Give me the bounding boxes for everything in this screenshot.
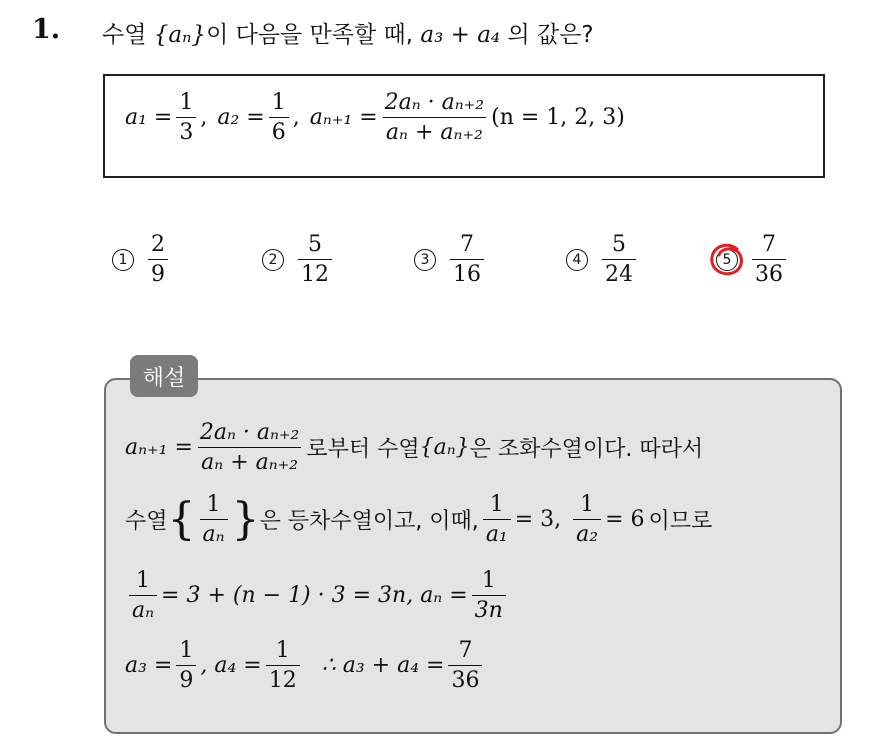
sol-l3-den2: 3n bbox=[472, 595, 506, 623]
choice-3-den: 16 bbox=[450, 259, 484, 287]
choice-5-den: 36 bbox=[752, 259, 786, 287]
cond-range: (n = 1, 2, 3) bbox=[491, 105, 625, 131]
choice-1-den: 9 bbox=[148, 259, 168, 287]
sol-l3-den: aₙ bbox=[129, 595, 157, 623]
sol-l2-f2 bbox=[573, 492, 601, 548]
choice-2-fraction bbox=[298, 232, 332, 288]
sol-l2-eq1: = 3, bbox=[514, 507, 562, 533]
choice-4-marker: 4 bbox=[566, 249, 588, 271]
condition-line: a₁ = $\frac{1}{3}$ , a₂ = $\frac{1}{6}$ , aₙ₊₁ = $\frac{\text{2aₙ · aₙ₊₂}}{\text{aₙ + aₙ₊₂}}$ (n = 1, 2, 3) bbox=[125, 90, 625, 146]
question-prefix: 수열 bbox=[102, 22, 154, 48]
solution-line-2: 수열 { $\frac{1}{\text{aₙ}}$ } 은 등차수열이고, 이때, $\frac{1}{\text{a₁}}$ = 3, $\frac{1}{\text{a₂}}$ = 6 이므로 bbox=[125, 492, 713, 548]
sol-l2-eq2: = 6 bbox=[605, 507, 645, 533]
sol-l2-text3: 이므로 bbox=[648, 509, 713, 535]
sol-l2-fraction bbox=[200, 492, 228, 548]
choice-4[interactable] bbox=[566, 232, 640, 288]
sol-l4-f2 bbox=[266, 638, 300, 694]
sol-l1-text2: 은 조화수열이다. 따라서 bbox=[469, 437, 704, 463]
sol-l1-den: aₙ + aₙ₊₂ bbox=[198, 447, 301, 475]
cond-rec-num: 2aₙ · aₙ₊₂ bbox=[384, 90, 485, 115]
solution-line-1 bbox=[125, 420, 703, 476]
cond-rec-den: aₙ + aₙ₊₂ bbox=[383, 117, 486, 145]
sol-l4-f3 bbox=[448, 638, 482, 694]
cond-a1-num: 1 bbox=[179, 90, 194, 115]
sol-l2-f1-num: 1 bbox=[489, 492, 504, 517]
sol-l4-d3: 36 bbox=[448, 665, 482, 693]
cond-rec-lhs: aₙ₊₁ = bbox=[309, 105, 378, 131]
sol-l1-num: 2aₙ · aₙ₊₂ bbox=[199, 420, 300, 445]
sol-l1-seq: {aₙ} bbox=[419, 435, 470, 461]
choice-1[interactable] bbox=[112, 232, 172, 288]
sol-l4-f1 bbox=[176, 638, 196, 694]
cond-a1-fraction bbox=[176, 90, 196, 146]
choice-3[interactable] bbox=[414, 232, 488, 288]
choice-5-marker: 5 bbox=[716, 249, 738, 271]
question-text bbox=[102, 16, 594, 49]
sol-l1-text: 로부터 수열 bbox=[306, 437, 420, 463]
cond-a2-lhs: a₂ = bbox=[217, 105, 265, 131]
choice-5[interactable] bbox=[716, 232, 790, 288]
sol-l2-f1 bbox=[483, 492, 511, 548]
sol-l2-f1-den: a₁ bbox=[483, 519, 511, 547]
sol-l2-den: aₙ bbox=[200, 519, 228, 547]
choice-5-fraction bbox=[752, 232, 786, 288]
sol-l4-a4: , a₄ = bbox=[200, 653, 262, 679]
choice-4-num: 5 bbox=[612, 232, 626, 257]
sol-l4-n2: 1 bbox=[275, 638, 290, 663]
cond-rec-fraction bbox=[382, 90, 487, 146]
sol-l4-d2: 12 bbox=[266, 665, 300, 693]
answer-circle-mark bbox=[707, 240, 747, 280]
solution-line-3 bbox=[125, 568, 510, 624]
choice-2-den: 12 bbox=[298, 259, 332, 287]
sol-l4-therefore: ∴ a₃ + a₄ = bbox=[321, 653, 445, 679]
sol-l4-d1: 9 bbox=[176, 665, 196, 693]
choice-5-num: 7 bbox=[762, 232, 776, 257]
choice-2-marker: 2 bbox=[262, 249, 284, 271]
sol-l3-mid: = 3 + (n − 1) · 3 = 3n, aₙ = bbox=[161, 583, 468, 609]
cond-a1-den: 3 bbox=[176, 117, 196, 145]
sol-l2-num: 1 bbox=[206, 492, 221, 517]
problem-number: 1. bbox=[32, 14, 61, 45]
choice-3-num: 7 bbox=[460, 232, 474, 257]
sol-l1-lhs: aₙ₊₁ = bbox=[125, 435, 193, 461]
question-expression: a₃ + a₄ bbox=[420, 22, 501, 48]
condition-box bbox=[103, 74, 825, 178]
sol-l1-fraction bbox=[197, 420, 302, 476]
sol-l3-num: 1 bbox=[136, 568, 151, 593]
choice-4-den: 24 bbox=[602, 259, 636, 287]
solution-label: 해설 bbox=[130, 355, 198, 397]
question-mid: 이 다음을 만족할 때, bbox=[206, 22, 421, 48]
choice-1-fraction bbox=[148, 232, 168, 288]
cond-a2-num: 1 bbox=[271, 90, 286, 115]
sol-l3-num2: 1 bbox=[481, 568, 496, 593]
solution-line-4 bbox=[125, 638, 486, 694]
sol-l2-f2-num: 1 bbox=[580, 492, 595, 517]
question-suffix: 의 값은? bbox=[500, 22, 594, 48]
sol-l4-n3: 7 bbox=[458, 638, 473, 663]
cond-a1-lhs: a₁ = bbox=[125, 105, 173, 131]
choice-4-fraction bbox=[602, 232, 636, 288]
sol-l2-f2-den: a₂ bbox=[573, 519, 601, 547]
cond-a2-den: 6 bbox=[269, 117, 289, 145]
choice-1-num: 2 bbox=[151, 232, 165, 257]
choice-3-fraction bbox=[450, 232, 484, 288]
sol-l3-fraction2 bbox=[472, 568, 506, 624]
sol-l3-fraction bbox=[129, 568, 157, 624]
sol-l4-a3: a₃ = bbox=[125, 653, 173, 679]
choice-3-marker: 3 bbox=[414, 249, 436, 271]
choice-2[interactable] bbox=[262, 232, 336, 288]
sol-l2-text: 수열 bbox=[125, 509, 168, 535]
question-sequence: {aₙ} bbox=[153, 22, 207, 48]
cond-a2-fraction bbox=[269, 90, 289, 146]
choice-2-num: 5 bbox=[308, 232, 322, 257]
sol-l4-n1: 1 bbox=[179, 638, 194, 663]
sol-l2-text2: 은 등차수열이고, 이때, bbox=[259, 509, 479, 535]
choice-1-marker: 1 bbox=[112, 249, 134, 271]
